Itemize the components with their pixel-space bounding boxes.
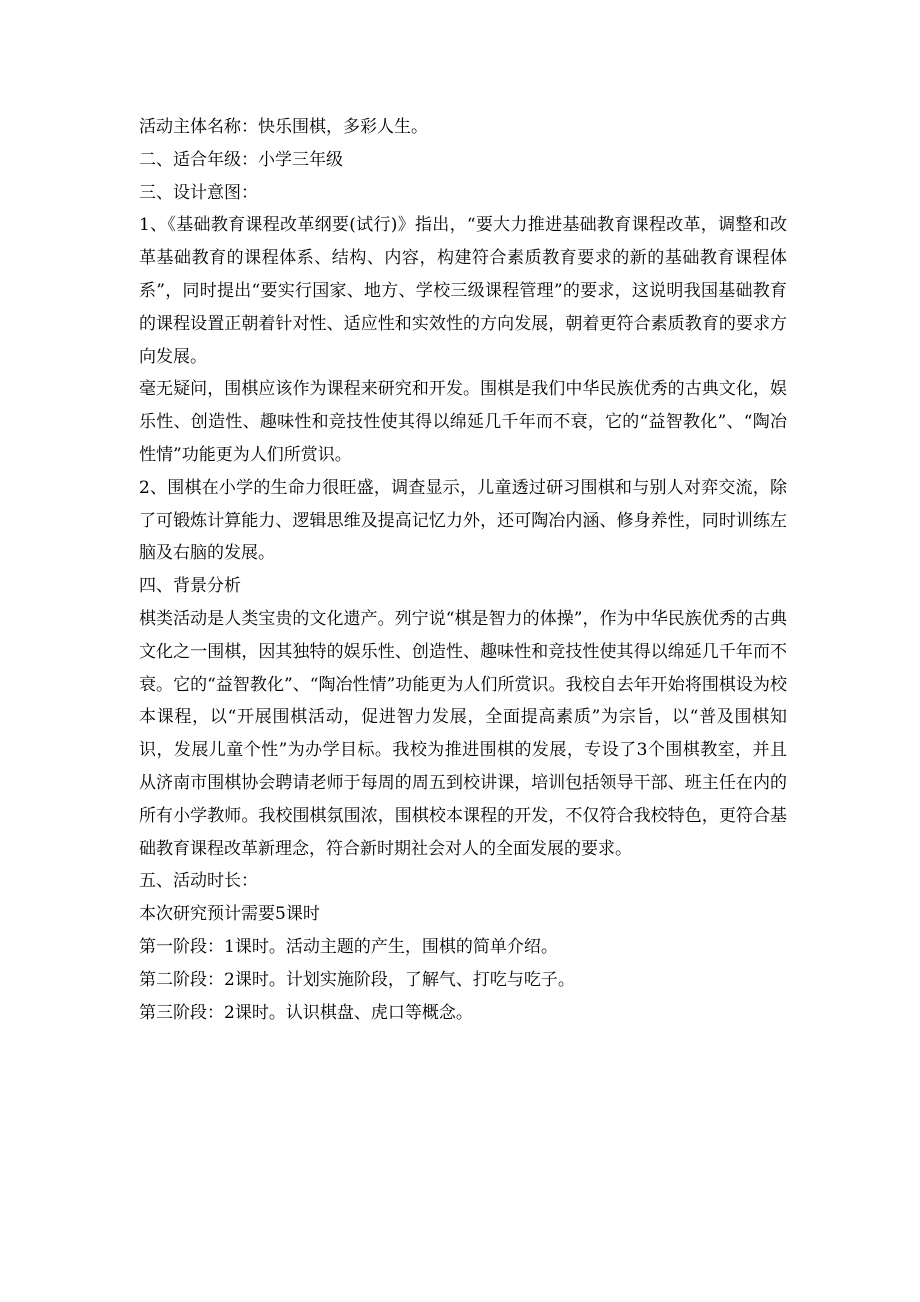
design-intent-paragraph-2: 毫无疑问，围棋应该作为课程来研究和开发。围棋是我们中华民族优秀的古典文化，娱乐性、创造性、趣味性和竞技性使其得以绵延几千年而不衰，它的“益智教化”、“陶冶性情”功能更为人们所赏识。 xyxy=(139,379,787,465)
design-intent-paragraph-1: 1、《基础教育课程改革纲要(试行)》指出，“要大力推进基础教育课程改革，调整和改革基础教育的课程体系、结构、内容，构建符合素质教育要求的新的基础教育课程体系”，同时提出“要实行国家、地方、学校三级课程管理”的要求，这说明我国基础教育的课程设置正朝着针对性、适应性和实效性的方向发展，朝着更符合素质教育的要求方向发展。 xyxy=(139,215,787,367)
section-duration-heading: 五、活动时长： xyxy=(139,871,258,892)
section-background-heading: 四、背景分析 xyxy=(139,576,241,597)
duration-summary: 本次研究预计需要5课时 xyxy=(139,904,320,925)
design-intent-paragraph-3: 2、围棋在小学的生命力很旺盛，调查显示，儿童透过研习围棋和与别人对弈交流，除了可锻炼计算能力、逻辑思维及提高记忆力外，还可陶冶内涵、修身养性，同时训练左脑及右脑的发展。 xyxy=(139,477,787,564)
document-body xyxy=(139,111,787,1029)
section-design-intent-heading: 三、设计意图： xyxy=(139,182,258,203)
stage-1-line: 第一阶段：1课时。活动主题的产生，围棋的简单介绍。 xyxy=(139,936,558,957)
section-grade-heading: 二、适合年级：小学三年级 xyxy=(139,149,343,170)
stage-2-line: 第二阶段：2课时。计划实施阶段，了解气、打吃与吃子。 xyxy=(139,969,575,990)
stage-3-line: 第三阶段：2课时。认识棋盘、虎口等概念。 xyxy=(139,1002,473,1023)
activity-theme-line: 活动主体名称：快乐围棋，多彩人生。 xyxy=(139,117,428,137)
background-paragraph: 棋类活动是人类宝贵的文化遗产。列宁说“棋是智力的体操”，作为中华民族优秀的古典文化之一围棋，因其独特的娱乐性、创造性、趣味性和竞技性使其得以绵延几千年而不衰。它的“益智教化”、“陶冶性情”功能更为人们所赏识。我校自去年开始将围棋设为校本课程，以“开展围棋活动，促进智力发展，全面提高素质”为宗旨，以“普及围棋知识，发展儿童个性”为办学目标。我校为推进围棋的发展，专设了3个围棋教室，并且从济南市围棋协会聘请老师于每周的周五到校讲课，培训包括领导干部、班主任在内的所有小学教师。我校围棋氛围浓，围棋校本课程的开发，不仅符合我校特色，更符合基础教育课程改革新理念，符合新时期社会对人的全面发展的要求。 xyxy=(139,608,787,859)
